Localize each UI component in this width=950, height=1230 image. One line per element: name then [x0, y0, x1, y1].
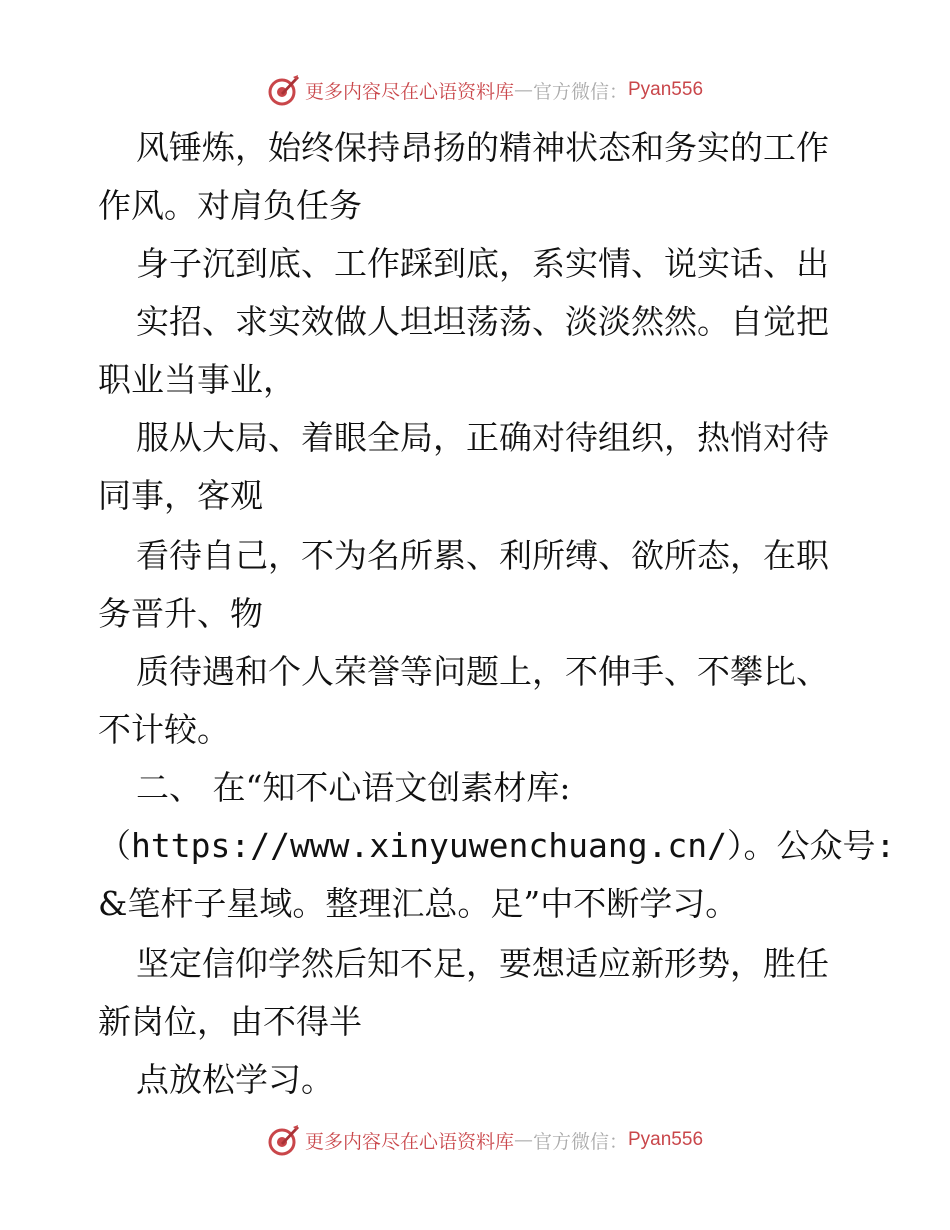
body-line: 点放松学习。: [136, 1060, 334, 1099]
body-line: 质待遇和个人荣誉等问题上，不伸手、不攀比、: [136, 652, 829, 691]
body-line: &笔杆子星域。整理汇总。足”中不断学习。: [98, 884, 739, 923]
watermark-wechat-id: Pyan556: [628, 1129, 704, 1150]
watermark-title: 更多内容尽在心语资料库: [304, 1130, 514, 1153]
body-line: 职业当事业，: [98, 360, 296, 399]
body-line: 看待自己，不为名所累、利所缚、欲所态，在职: [136, 536, 829, 575]
watermark-dash: —: [513, 1129, 533, 1151]
body-line: 坚定信仰学然后知不足，要想适应新形势，胜任: [136, 944, 829, 983]
watermark-title: 更多内容尽在心语资料库: [304, 80, 514, 103]
body-line: 同事，客观: [98, 476, 263, 515]
body-line: 不计较。: [98, 710, 230, 749]
quill-logo-icon: [267, 73, 301, 107]
body-line: 服从大局、着眼全局，正确对待组织，热悄对待: [136, 418, 829, 457]
watermark-wechat-label: 官方微信：: [532, 80, 628, 103]
body-line: 务晋升、物: [98, 594, 263, 633]
section-heading: 二、 在“知不心语文创素材库:: [136, 768, 571, 807]
body-line: （https://www.xinyuwenchuang.cn/）。公众号:: [98, 826, 896, 865]
body-line: 风锤炼，始终保持昂扬的精神状态和务实的工作: [136, 128, 829, 167]
body-line: 身子沉到底、工作踩到底，系实情、说实话、出: [136, 244, 829, 283]
body-line: 实招、求实效做人坦坦荡荡、淡淡然然。自觉把: [136, 302, 829, 341]
watermark-wechat-id: Pyan556: [628, 79, 704, 100]
footer-watermark: [0, 1120, 950, 1160]
header-watermark: [0, 70, 950, 110]
watermark-wechat-label: 官方微信：: [532, 1130, 628, 1153]
quill-logo-icon: [267, 1123, 301, 1157]
watermark-dash: —: [513, 79, 533, 101]
body-line: 作风。对肩负任务: [98, 186, 362, 225]
body-line: 新岗位，由不得半: [98, 1002, 362, 1041]
